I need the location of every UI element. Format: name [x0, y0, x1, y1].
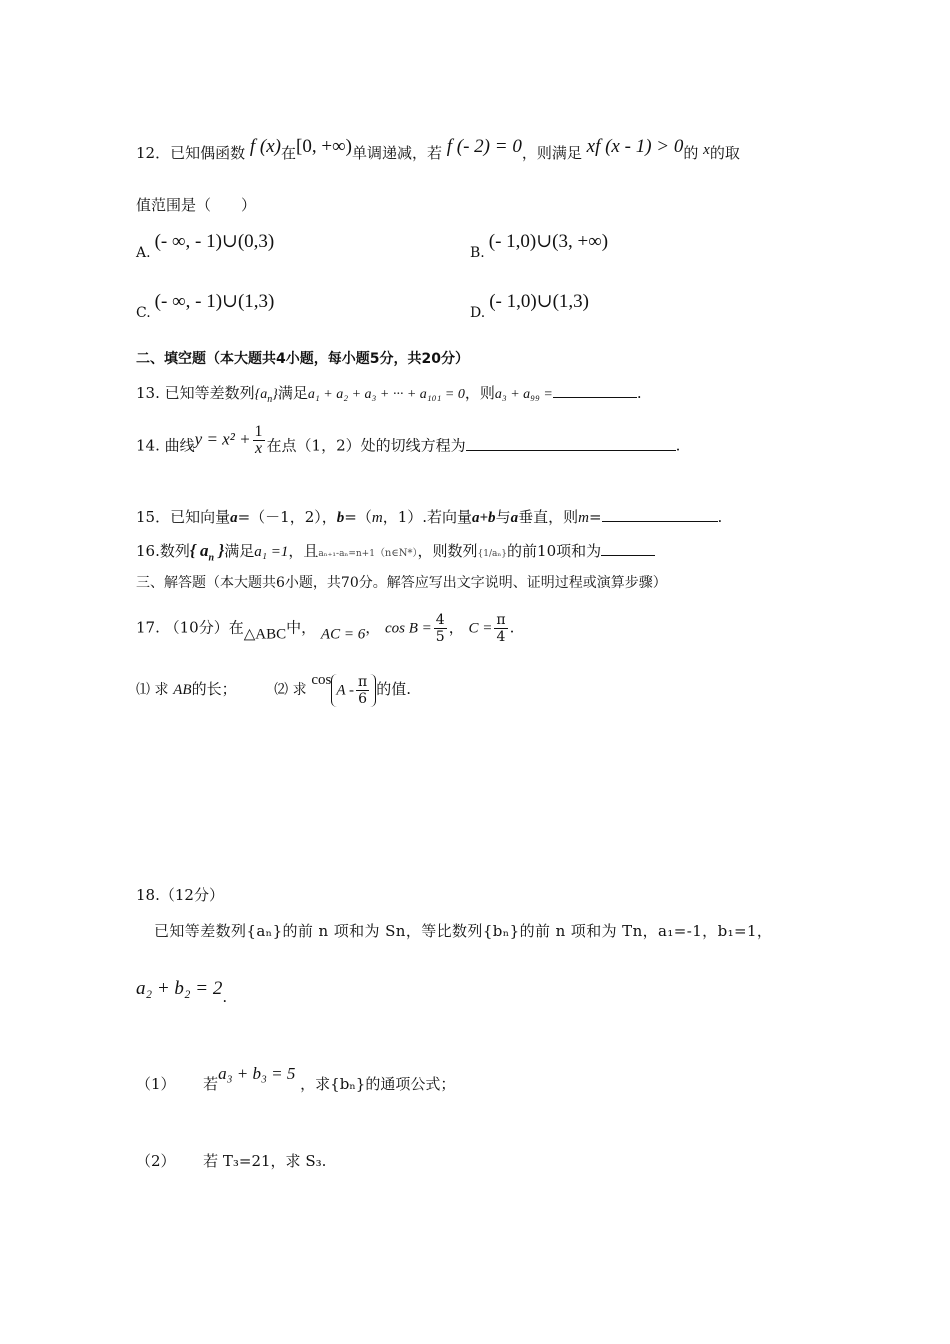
q18-part1-equation: a₃ + b₃ = 5 [218, 1064, 296, 1083]
q14-answer-blank[interactable] [466, 450, 676, 451]
q17-text: ， [448, 618, 464, 637]
q12-inequality: xf (x - 1) > 0 [586, 136, 684, 157]
option-label: A. [136, 245, 151, 261]
q14-fraction [253, 424, 265, 457]
frac-denominator: 4 [496, 629, 506, 645]
q12-number: 12． [136, 144, 171, 162]
q13-expression: a₃ + a₉₉ = [494, 387, 553, 402]
q17-text: ， [365, 618, 381, 637]
q15-answer-blank[interactable] [602, 521, 718, 522]
q14-line [136, 424, 680, 457]
q17-end: . [509, 618, 515, 637]
q18-part2-text: 若 T₃=21，求 S₃. [203, 1152, 327, 1170]
q17-number: 17. [136, 618, 160, 637]
q15-line [136, 506, 722, 527]
q15-text: 与 [495, 508, 511, 526]
q13-sequence [254, 387, 278, 405]
q14-equation: y = x² + [194, 429, 251, 449]
q12-text: 已知偶函数 [170, 144, 246, 162]
q17-part1-text: 的长； [191, 680, 237, 698]
vector-a: a [510, 510, 519, 526]
q17-part2-label: ⑵ 求 [274, 682, 307, 698]
frac-denominator: 5 [435, 629, 445, 645]
q13-number: 13. [136, 384, 160, 402]
inner-expr: A - [336, 682, 355, 698]
q17-text: 中， [286, 618, 317, 637]
q16-text: ，则数列 [417, 542, 478, 560]
seq-symbol: { a [189, 541, 209, 560]
q18-part2-label: （2） [136, 1152, 176, 1170]
frac-numerator: 1 [254, 423, 263, 440]
q14-number: 14. [136, 436, 160, 455]
q14-text: 在点（1，2）处的切线方程为 [266, 436, 466, 455]
option-label: C. [136, 305, 151, 321]
q12-text: 在 [281, 144, 297, 162]
q18-body: 已知等差数列{aₙ}的前 n 项和为 Sn，等比数列{bₙ}的前 n 项和为 Tn，a₁=-1，b₁=1， [154, 922, 773, 940]
seq-end: } [214, 541, 225, 560]
option-value: (- 1,0)∪(3, +∞) [488, 231, 609, 252]
q17-text: （10分）在 [164, 618, 244, 637]
q17-ab: AB [173, 682, 192, 698]
q16-number: 16. [136, 542, 160, 560]
q18-heading: 18.（12分） [136, 886, 224, 904]
q12-text: 值范围是（ ） [136, 196, 257, 214]
seq-sub: n [267, 393, 273, 405]
q17-ac: AC = 6 [320, 626, 366, 643]
option-value: (- ∞, - 1)∪(1,3) [154, 291, 275, 312]
var-m: m [371, 510, 383, 526]
q12-line1 [136, 136, 740, 163]
q12-x: x [703, 142, 710, 158]
vector-b: b [336, 510, 345, 526]
section-3-heading: 三、解答题（本大题共6小题，共70分。解答应写出文字说明、证明过程或演算步骤） [136, 575, 667, 591]
q15-text: =（－1，2）， [237, 508, 337, 526]
q17-inner-fraction [356, 674, 369, 707]
q14-end: . [675, 436, 681, 455]
q12-text: 的 [683, 144, 699, 162]
option-value: (- ∞, - 1)∪(0,3) [154, 231, 275, 252]
option-value: (- 1,0)∪(1,3) [489, 291, 589, 312]
q12-option-d [470, 290, 589, 321]
q16-reciprocal-seq: {1/aₙ} [477, 549, 508, 559]
vector-sum: a+b [472, 510, 496, 526]
q14-text: 曲线 [164, 436, 195, 455]
q18-equation: a₂ + b₂ = 2 [136, 978, 223, 999]
var-m: m [578, 510, 589, 526]
q13-text: 满足 [277, 384, 308, 402]
frac-numerator: π [358, 673, 368, 690]
q18-part1-text: ，求{bₙ}的通项公式； [300, 1075, 456, 1093]
q12-condition: f (- 2) = 0 [446, 136, 522, 157]
q17-cos: cos [311, 672, 332, 688]
q18-part2 [136, 1150, 326, 1171]
q13-answer-blank[interactable] [553, 397, 637, 398]
frac-denominator: x [254, 440, 263, 457]
option-label: D. [470, 305, 486, 321]
q16-text: 满足 [224, 542, 255, 560]
q17-c: C = [468, 620, 493, 637]
seq-symbol: {a [254, 387, 268, 402]
q15-text: =（ [344, 508, 372, 526]
q18-part1-text: 若 [203, 1075, 219, 1093]
q16-text: 的前10项和为 [507, 542, 602, 560]
q12-option-b [470, 230, 608, 261]
frac-numerator: π [496, 612, 506, 628]
frac-numerator: 4 [435, 612, 445, 628]
q17-cos-fraction [434, 612, 447, 645]
q12-text: 的取 [709, 144, 740, 162]
q15-text: 垂直，则 [518, 508, 579, 526]
q17-cosb: cos B = [385, 620, 432, 637]
seq-sub: n [208, 552, 215, 564]
q16-recurrence: aₙ₊₁-aₙ=n+1 [318, 549, 375, 559]
q15-text: = [588, 508, 602, 526]
q18-part1-label: （1） [136, 1075, 176, 1093]
q16-text: ，且 [288, 542, 319, 560]
q18-eq-end: . [222, 988, 228, 1006]
q17-c-fraction [494, 612, 507, 645]
q17-part1-label: ⑴ 求 [136, 682, 169, 698]
q17-line2 [136, 672, 411, 707]
q18-part1 [136, 1064, 455, 1094]
q16-condition: （n∈N*） [374, 548, 418, 559]
q15-number: 15． [136, 508, 171, 526]
q13-end: . [636, 384, 642, 402]
q12-option-a [136, 230, 274, 261]
q12-option-c [136, 290, 274, 321]
q16-a1: a₁ =1 [254, 544, 289, 560]
q17-line1 [136, 612, 514, 645]
q12-line2 [136, 194, 256, 215]
q13-text: ，则 [464, 384, 495, 402]
option-label: B. [470, 245, 485, 261]
q12-text: ，则满足 [521, 144, 582, 162]
section-2-heading: 二、填空题（本大题共4小题，每小题5分，共20分） [136, 351, 469, 367]
q13-equation: a₁ + a₂ + a₃ + ··· + a₁₀₁ = 0 [307, 387, 465, 402]
q12-interval: [0, +∞) [296, 136, 352, 157]
q16-text: 数列 [159, 542, 190, 560]
q17-paren-expr [331, 674, 376, 707]
q13-line [136, 382, 642, 405]
q15-end: . [717, 508, 723, 526]
q17-triangle: △ABC [243, 626, 287, 643]
vector-a: a [230, 510, 238, 526]
q18-eq-line [136, 978, 227, 1006]
frac-denominator: 6 [358, 690, 368, 707]
q15-text: ，1）.若向量 [382, 508, 472, 526]
seq-end: } [272, 387, 278, 402]
q12-text: 单调递减，若 [351, 144, 442, 162]
q16-line [136, 540, 655, 563]
q13-text: 已知等差数列 [164, 384, 255, 402]
q17-part2-text: 的值. [376, 680, 411, 698]
q12-fx: f (x) [249, 136, 282, 157]
q15-text: 已知向量 [170, 508, 231, 526]
q16-sequence [189, 541, 225, 564]
q16-answer-blank[interactable] [601, 555, 655, 556]
